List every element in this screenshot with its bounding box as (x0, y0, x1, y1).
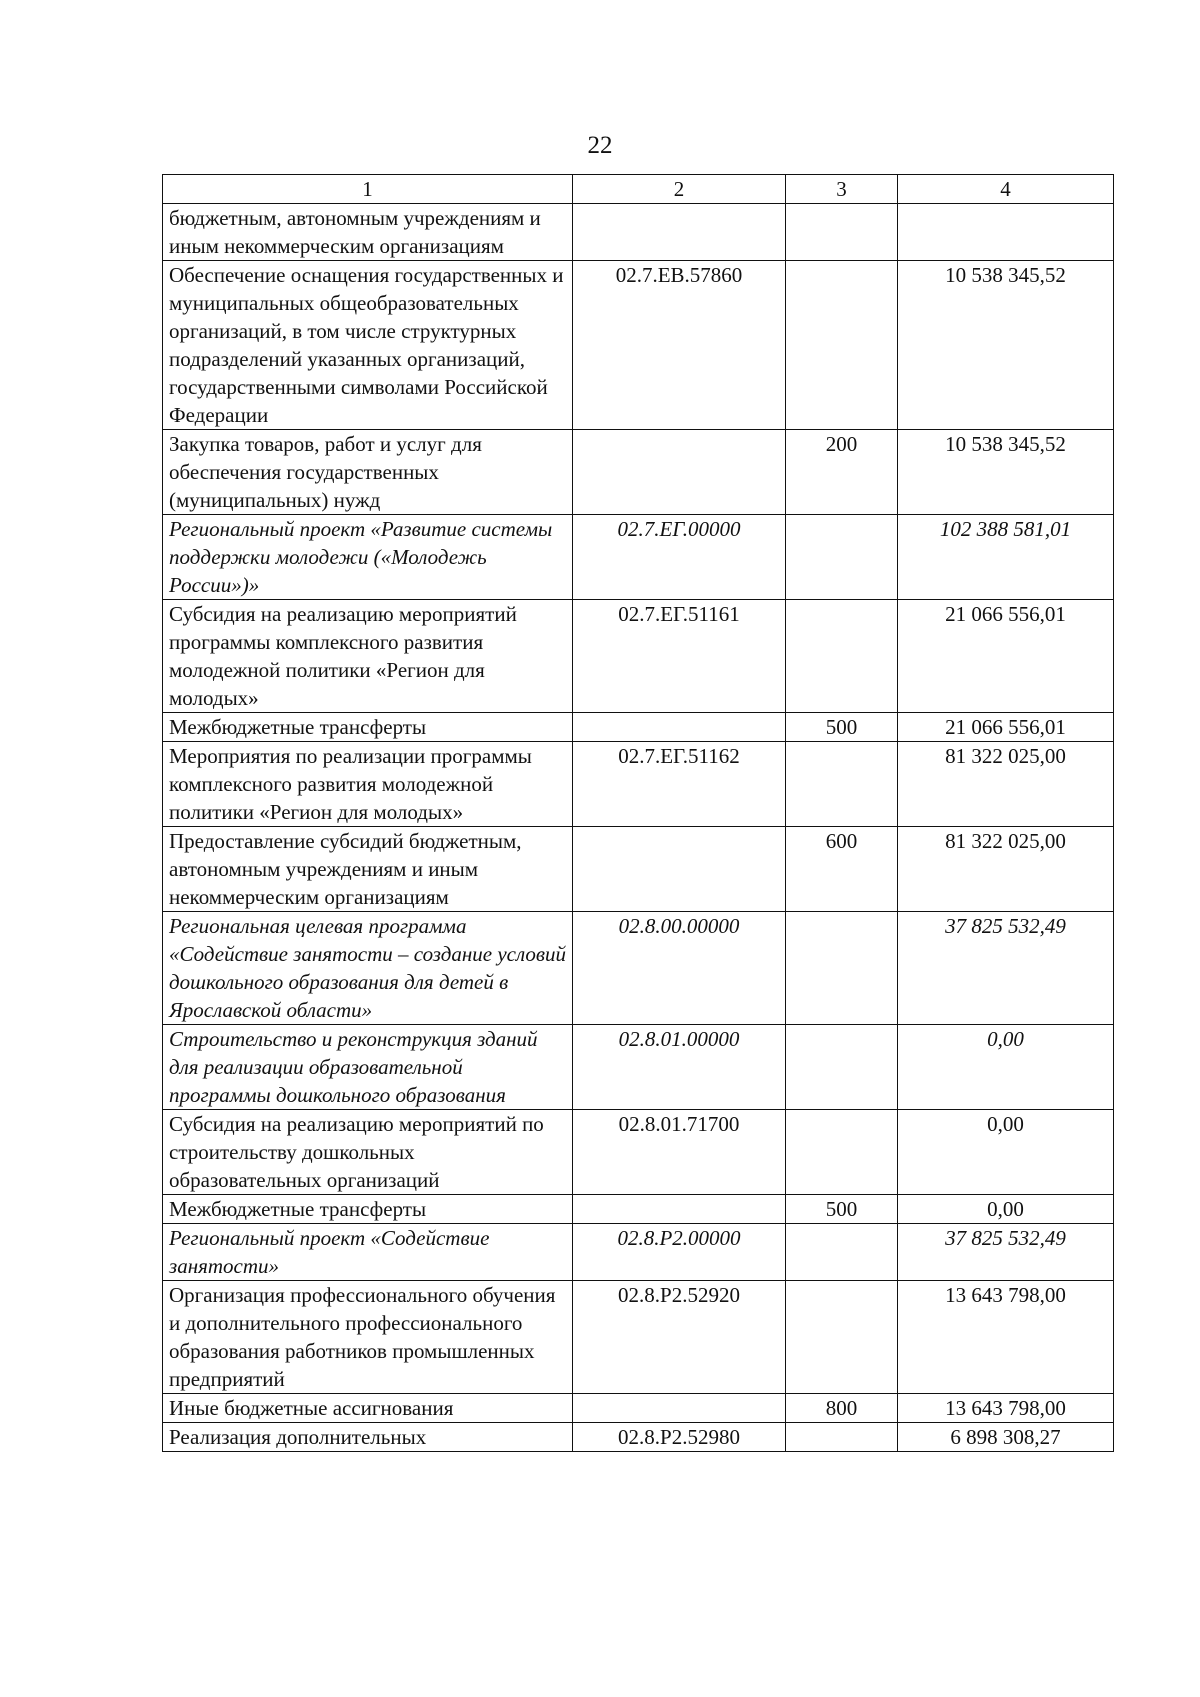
table-row (163, 1195, 1114, 1224)
table-row (163, 515, 1114, 600)
row-group-cell (786, 261, 898, 430)
table-row (163, 1281, 1114, 1394)
row-amount-cell: 10 538 345,52 (898, 430, 1114, 515)
row-name-cell: Обеспечение оснащения государственных и муниципальных общеобразовательных организаций, в том числе структурных подразделений указанных организаций, государственными символами Российской Федерации (163, 261, 573, 430)
header-row (163, 175, 1114, 204)
row-name-cell: Межбюджетные трансферты (163, 713, 573, 742)
row-group-cell (786, 1281, 898, 1394)
row-name-cell: бюджетным, автономным учреждениям и иным некоммерческим организациям (163, 204, 573, 261)
row-amount-cell: 0,00 (898, 1110, 1114, 1195)
row-group-cell (786, 742, 898, 827)
row-amount-cell: 6 898 308,27 (898, 1423, 1114, 1452)
column-header-1: 1 (163, 175, 573, 204)
row-amount-cell (898, 204, 1114, 261)
row-group-cell: 500 (786, 1195, 898, 1224)
page-number: 22 (587, 132, 613, 159)
row-code-cell: 02.7.ЕГ.00000 (573, 515, 786, 600)
table-row (163, 261, 1114, 430)
row-amount-cell: 37 825 532,49 (898, 912, 1114, 1025)
row-code-cell (573, 1394, 786, 1423)
row-name-cell: Мероприятия по реализации программы комплексного развития молодежной политики «Регион для молодых» (163, 742, 573, 827)
row-name-cell: Региональный проект «Развитие системы поддержки молодежи («Молодежь России»)» (163, 515, 573, 600)
row-name-cell: Иные бюджетные ассигнования (163, 1394, 573, 1423)
row-amount-cell: 0,00 (898, 1195, 1114, 1224)
row-amount-cell: 37 825 532,49 (898, 1224, 1114, 1281)
row-amount-cell: 13 643 798,00 (898, 1281, 1114, 1394)
column-header-2: 2 (573, 175, 786, 204)
row-group-cell: 200 (786, 430, 898, 515)
row-group-cell: 600 (786, 827, 898, 912)
table-row (163, 912, 1114, 1025)
row-name-cell: Межбюджетные трансферты (163, 1195, 573, 1224)
table-row (163, 827, 1114, 912)
row-amount-cell: 81 322 025,00 (898, 742, 1114, 827)
table-row (163, 1224, 1114, 1281)
row-group-cell (786, 1423, 898, 1452)
column-header-4: 4 (898, 175, 1114, 204)
row-group-cell (786, 204, 898, 261)
row-code-cell (573, 827, 786, 912)
row-name-cell: Закупка товаров, работ и услуг для обеспечения государственных (муниципальных) нужд (163, 430, 573, 515)
row-amount-cell: 13 643 798,00 (898, 1394, 1114, 1423)
table-row (163, 1423, 1114, 1452)
row-code-cell: 02.8.00.00000 (573, 912, 786, 1025)
row-code-cell: 02.7.ЕВ.57860 (573, 261, 786, 430)
row-group-cell (786, 515, 898, 600)
row-code-cell: 02.8.Р2.00000 (573, 1224, 786, 1281)
row-group-cell: 800 (786, 1394, 898, 1423)
row-code-cell: 02.8.01.00000 (573, 1025, 786, 1110)
row-group-cell (786, 1110, 898, 1195)
row-name-cell: Реализация дополнительных (163, 1423, 573, 1452)
table-row (163, 204, 1114, 261)
row-amount-cell: 21 066 556,01 (898, 600, 1114, 713)
row-amount-cell: 102 388 581,01 (898, 515, 1114, 600)
table-row (163, 430, 1114, 515)
row-group-cell: 500 (786, 713, 898, 742)
table-row (163, 742, 1114, 827)
row-amount-cell: 21 066 556,01 (898, 713, 1114, 742)
row-code-cell (573, 204, 786, 261)
row-group-cell (786, 1025, 898, 1110)
row-name-cell: Субсидия на реализацию мероприятий по строительству дошкольных образовательных организаций (163, 1110, 573, 1195)
row-code-cell: 02.7.ЕГ.51161 (573, 600, 786, 713)
row-name-cell: Субсидия на реализацию мероприятий программы комплексного развития молодежной политики «Регион для молодых» (163, 600, 573, 713)
table-row (163, 713, 1114, 742)
row-code-cell: 02.7.ЕГ.51162 (573, 742, 786, 827)
row-amount-cell: 81 322 025,00 (898, 827, 1114, 912)
row-group-cell (786, 1224, 898, 1281)
table-row (163, 1025, 1114, 1110)
table-row (163, 600, 1114, 713)
table-row (163, 1394, 1114, 1423)
table-row (163, 1110, 1114, 1195)
row-amount-cell: 0,00 (898, 1025, 1114, 1110)
row-name-cell: Предоставление субсидий бюджетным, автономным учреждениям и иным некоммерческим организациям (163, 827, 573, 912)
column-header-3: 3 (786, 175, 898, 204)
row-code-cell (573, 713, 786, 742)
row-code-cell: 02.8.Р2.52980 (573, 1423, 786, 1452)
row-code-cell (573, 1195, 786, 1224)
row-amount-cell: 10 538 345,52 (898, 261, 1114, 430)
row-code-cell: 02.8.01.71700 (573, 1110, 786, 1195)
row-group-cell (786, 600, 898, 713)
row-code-cell (573, 430, 786, 515)
row-group-cell (786, 912, 898, 1025)
row-name-cell: Организация профессионального обучения и дополнительного профессионального образования работников промышленных предприятий (163, 1281, 573, 1394)
row-name-cell: Региональный проект «Содействие занятости» (163, 1224, 573, 1281)
row-name-cell: Строительство и реконструкция зданий для реализации образовательной программы дошкольного образования (163, 1025, 573, 1110)
row-code-cell: 02.8.Р2.52920 (573, 1281, 786, 1394)
budget-table (162, 174, 1114, 1452)
row-name-cell: Региональная целевая программа «Содействие занятости – создание условий дошкольного образования для детей в Ярославской области» (163, 912, 573, 1025)
